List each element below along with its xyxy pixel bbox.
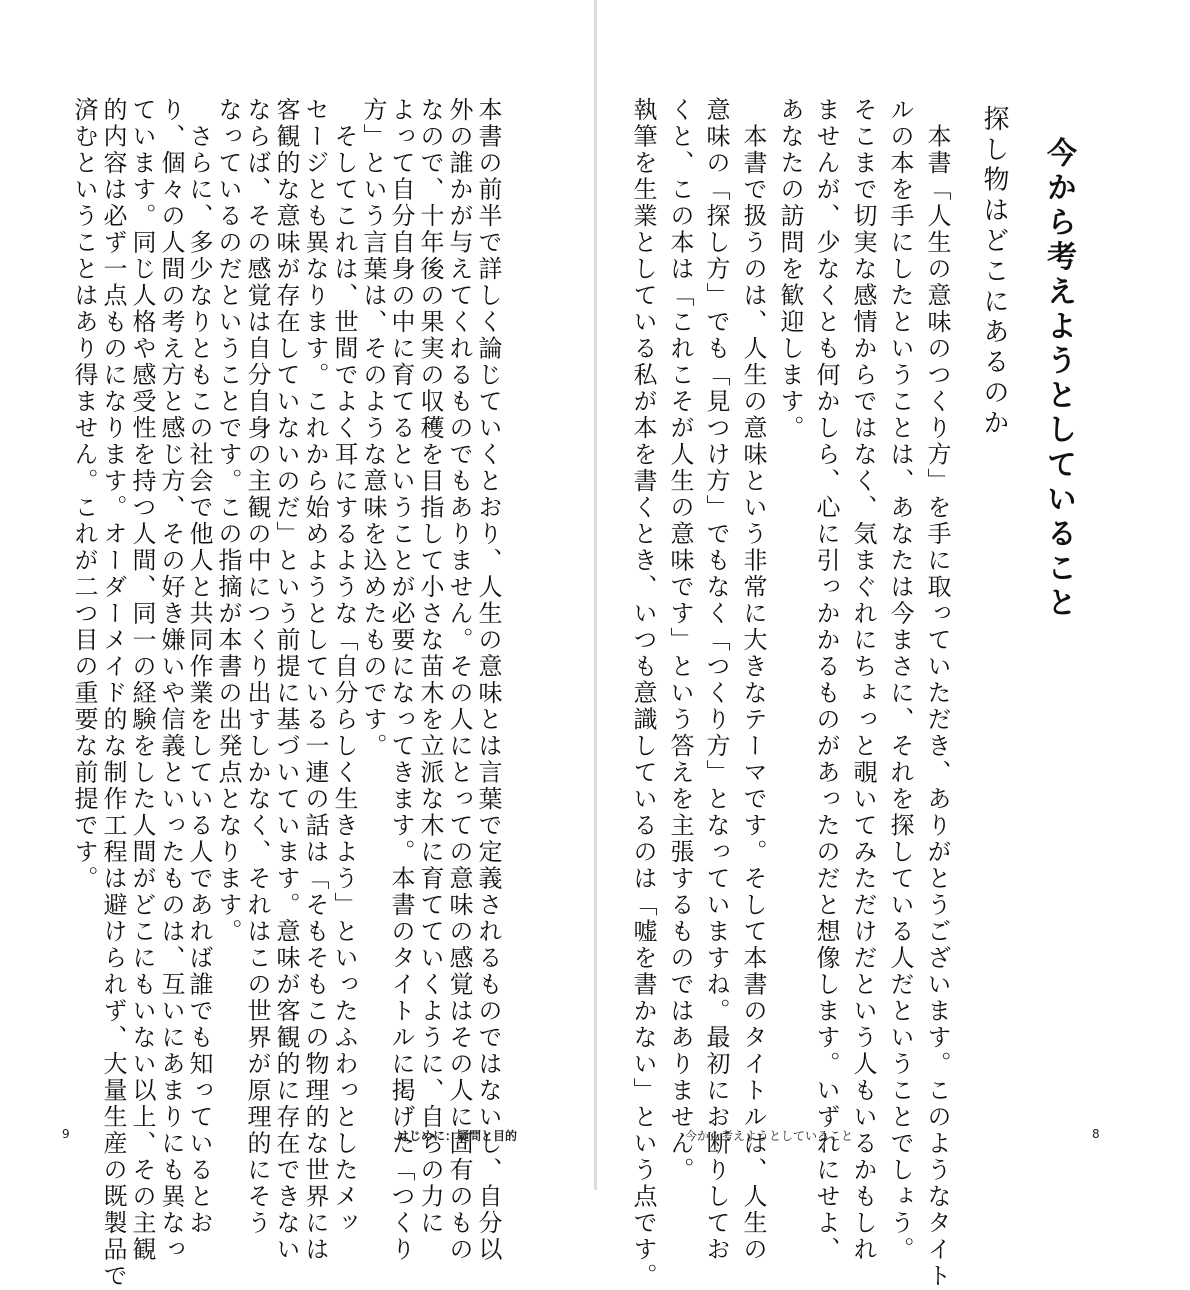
body-column: 本書で扱うのは、人生の意味という非常に大きなテーマです。そして本書のタイトルは、人生の [739, 97, 767, 1263]
body-column: なので、十年後の果実の収穫を目指して小さな苗木を立派な木に育てていくように、自らの力に [416, 97, 444, 1237]
page-number-right: 8 [1092, 1127, 1100, 1141]
body-column: そしてこれは、世間でよく耳にするような「自分らしく生きよう」といったふわっとしたメッ [330, 97, 358, 1237]
body-column: よって自分自身の中に育てるということが必要になってきます。本書のタイトルに掲げた「つくり [387, 97, 415, 1263]
body-column: 本書の前半で詳しく論じていくとおり、人生の意味とは言葉で定義されるものではないし、自分以 [474, 97, 502, 1263]
body-column: 的内容は必ず一点ものになります。オーダーメイド的な制作工程は避けられず、大量生産の既製品で [99, 97, 127, 1290]
body-column: そこまで切実な感情からではなく、気まぐれにちょっと覗いてみただけだという人もいるかもしれ [849, 97, 877, 1263]
body-column: なっているのだということです。この指摘が本書の出発点となります。 [214, 97, 242, 945]
body-column: ませんが、少なくとも何かしら、心に引っかかるものがあったのだと想像します。いずれにせよ、 [812, 97, 840, 1263]
body-column: 客観的な意味が存在していないのだ」という前提に基づいています。意味が客観的に存在できない [272, 97, 300, 1263]
body-column: ています。同じ人格や感受性を持つ人間、同一の経験をした人間がどこにもいない以上、その主観 [128, 97, 156, 1263]
body-column: 執筆を生業としている私が本を書くとき、いつも意識しているのは「嘘を書かない」という点です。 [629, 97, 657, 1290]
page-number-left: 9 [62, 1127, 70, 1141]
running-head-left: はじめに：疑問と目的 [397, 1129, 518, 1143]
section-heading: 探し物はどこにあるのか [979, 105, 1009, 440]
body-column: 本書「人生の意味のつくり方」を手に取っていただき、ありがとうございます。このようなタイト [923, 97, 951, 1290]
body-column: さらに、多少なりともこの社会で他人と共同作業をしている人であれば誰でも知っているとお [185, 97, 213, 1237]
page-gutter [594, 0, 597, 1190]
body-column: ルの本を手にしたということは、あなたは今まさに、それを探している人だということでしょう。 [886, 97, 914, 1263]
body-column: セージとも異なります。これから始めようとしている一連の話は「そもそもこの物理的な世界には [301, 97, 329, 1263]
body-column: ならば、その感覚は自分自身の主観の中につくり出すしかなく、それはこの世界が原理的にそう [243, 97, 271, 1237]
body-column: くと、この本は「これこそが人生の意味です」という答えを主張するものではありません。 [666, 97, 694, 1184]
body-column: 方」という言葉は、そのような意味を込めたものです。 [359, 97, 387, 760]
body-column: あなたの訪問を歓迎します。 [776, 97, 804, 442]
running-head-right: 今から考えようとしていること [685, 1129, 854, 1143]
body-column: り、個々の人間の考え方と感じ方、その好き嫌いや信義といったものは、互いにあまりにも異なっ [157, 97, 185, 1263]
body-column: 済むということはあり得ません。これが二つ目の重要な前提です。 [70, 97, 98, 892]
body-column: 外の誰かが与えてくれるものでもありません。その人にとっての意味の感覚はその人に固有のもの [445, 97, 473, 1263]
body-column: 意味の「探し方」でも「見つけ方」でもなく「つくり方」となっていますね。最初にお断りしてお [702, 97, 730, 1263]
chapter-title: 今から考えようとしていること [1041, 137, 1076, 622]
